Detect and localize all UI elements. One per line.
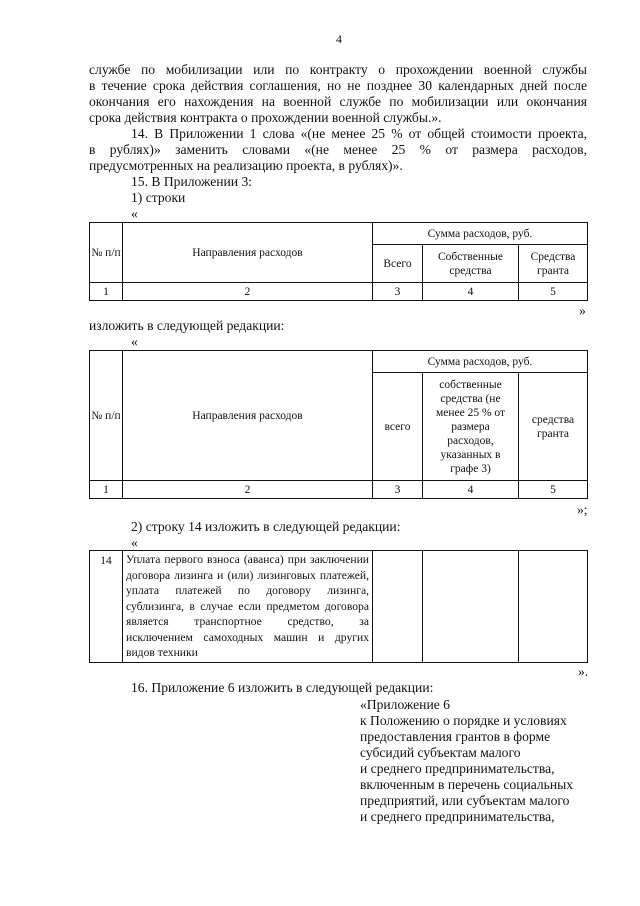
table-cell: 3	[373, 481, 423, 499]
col-total-header: всего	[373, 373, 423, 481]
col-direction-header: Направления расходов	[123, 223, 373, 283]
row-description: Уплата первого взноса (аванса) при заключении договора лизинга и (или) лизинговых платежей, уплата платежей по договору лизинга, сублизинга, в случае если предметом договора является транспортное средство, за исключением самоходных машин и других видов техники	[123, 551, 373, 663]
paragraph-line: окончания его нахождения на военной службе по мобилизации или окончания	[89, 94, 587, 109]
paragraph-15: 15. В Приложении 3:	[131, 174, 253, 189]
table-cell: 1	[90, 283, 123, 301]
col-sum-header: Сумма расходов, руб.	[373, 223, 588, 245]
item-1: 1) строки	[131, 190, 186, 205]
col-own-header: Собственные средства	[423, 245, 519, 283]
row-number: 14	[90, 551, 123, 663]
col-grant-header: Средства гранта	[519, 245, 588, 283]
open-quote: «	[131, 535, 138, 550]
appendix-line: предприятий, или субъектам малого	[360, 793, 570, 808]
col-grant-header: средства гранта	[519, 373, 588, 481]
close-quote: »;	[577, 502, 588, 517]
paragraph-14-line: в рублях)» заменить словами «(не менее 25 % от размера расходов,	[89, 142, 587, 157]
empty-cell	[423, 551, 519, 663]
col-number-header: № п/п	[90, 223, 123, 283]
table-cell: 4	[423, 283, 519, 301]
replace-instruction: изложить в следующей редакции:	[89, 318, 285, 333]
row-14-table	[89, 550, 588, 663]
appendix-line: к Положению о порядке и условиях	[360, 713, 567, 728]
appendix-line: и среднего предпринимательства,	[360, 809, 555, 824]
expense-table-new	[89, 350, 588, 499]
table-cell: 5	[519, 283, 588, 301]
appendix-line: включенным в перечень социальных	[360, 777, 574, 792]
paragraph-14-line: 14. В Приложении 1 слова «(не менее 25 % от общей стоимости проекта,	[131, 126, 587, 141]
paragraph-line: службе по мобилизации или по контракту о прохождении военной службы	[89, 62, 587, 77]
paragraph-line: срока действия контракта о прохождении военной службы.».	[89, 110, 442, 125]
col-number-header: № п/п	[90, 351, 123, 481]
paragraph-line: в течение срока действия соглашения, но не позднее 30 календарных дней после	[89, 78, 587, 93]
empty-cell	[373, 551, 423, 663]
empty-cell	[519, 551, 588, 663]
table-cell: 2	[123, 481, 373, 499]
table-cell: 2	[123, 283, 373, 301]
paragraph-16: 16. Приложение 6 изложить в следующей редакции:	[131, 680, 434, 695]
close-quote: »	[579, 303, 586, 318]
item-2: 2) строку 14 изложить в следующей редакции:	[131, 519, 401, 534]
table-cell: 3	[373, 283, 423, 301]
close-quote: ».	[578, 664, 589, 679]
col-own-header: собственные средства (не менее 25 % от размера расходов, указанных в графе 3)	[423, 373, 519, 481]
table-cell: 5	[519, 481, 588, 499]
paragraph-14-line: предусмотренных на реализацию проекта, в рублях)».	[89, 158, 403, 173]
col-sum-header: Сумма расходов, руб.	[373, 351, 588, 373]
expense-table-old	[89, 222, 588, 301]
col-total-header: Всего	[373, 245, 423, 283]
col-direction-header: Направления расходов	[123, 351, 373, 481]
appendix-line: субсидий субъектам малого	[360, 745, 521, 760]
appendix-line: «Приложение 6	[360, 697, 450, 712]
open-quote: «	[131, 206, 138, 221]
appendix-line: предоставления грантов в форме	[360, 729, 551, 744]
table-cell: 1	[90, 481, 123, 499]
appendix-line: и среднего предпринимательства,	[360, 761, 555, 776]
table-cell: 4	[423, 481, 519, 499]
open-quote: «	[131, 334, 138, 349]
page-number: 4	[336, 32, 342, 46]
